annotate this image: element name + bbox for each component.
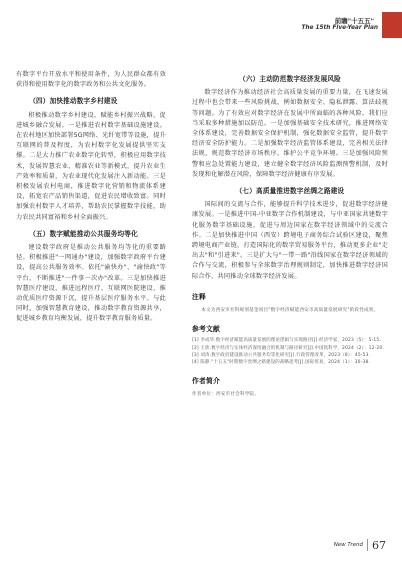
reference-item: [1] 李成华.数字经济赋能高质量发展的理论逻辑与实现路径[J].经济学家，2023（5）：5-15. xyxy=(192,338,381,344)
reference-item: [3] 刘涛.数字政府建设推动公共服务均等化研究[J].行政管理改革，2023（8）：45-53. xyxy=(192,352,371,358)
page-header xyxy=(0,12,402,42)
footer-divider xyxy=(367,539,368,551)
left-column xyxy=(16,70,166,326)
paragraph: 国际间的交流与合作，能够提升科学技术进步，促进数字经济健康发展。一是推进中国-中亚数字合作机制建设，与中亚国家共建数字化服务数字基础设施，促进与周边国家在数字经济领域中的交流合作。二是加快推进中国（西安）跨境电子商务综合试验区建设，聚焦跨境电商产业链，打造国际化的数字贸易服务平台，推动更多企业"走出去"和"引进来"。三是扩大与"一带一路"沿线国家在数字经济领域的合作与交流，积极参与全球数字治理规则制定，加快推进数字经济国际合作，共同推动全球数字经济发展。 xyxy=(192,201,388,280)
reference-item: [4] 陈静."十五五"时期数字丝绸之路建设的战略思考[J].国际贸易，2024（1）：30-38. xyxy=(192,359,371,365)
reference-item: [2] 王欣.数字经济与实体经济深度融合的机制与路径研究[J].中国软科学，2024（2）：12-20. xyxy=(192,345,384,351)
right-column xyxy=(192,68,388,403)
paragraph: 有数字平台开放水平和使用条件，为人民群众都有效获得和使用数字化的数字政务和公共文化服务。 xyxy=(16,71,166,89)
notes-label: 注释 xyxy=(192,292,206,301)
paragraph: 积极推动数字乡村建设，赋能乡村振兴战略，促进城乡融合发展。一是推进农村数字基础设施建设。在农村地区加快部署5G网络、光纤宽带等设施，提升互联网的普及程度，为农村数字化发展提供坚实支撑。二是大力推广农业数字化转型，积极应用数字技术，发展智慧农业、精准农业等新模式，提升农业生产效率和质量，为农业现代化发展注入新动能。三是积极发展农村电商，推进数字化营销和物流体系建设，拓宽农产品销售渠道，促进农民增收致富。同时加强农村数字人才培养，帮助农民掌握数字技能，助力农民共同富裕和乡村全面振兴。 xyxy=(16,111,166,221)
references-label: 参考文献 xyxy=(192,325,220,334)
column-title-zh: 前瞻"十五五" xyxy=(334,17,374,25)
column-title-en: The 15th Five-Year Plan xyxy=(301,25,378,31)
section-heading: （五）数字赋能推动公共服务均等化 xyxy=(29,229,138,238)
section-heading: （六）主动防范数字经济发展风险 xyxy=(239,75,341,83)
author-label: 作者简介 xyxy=(192,377,220,386)
page-footer xyxy=(334,536,386,554)
page-number: 67 xyxy=(372,538,386,552)
section-heading: （七）高质量推进数字丝绸之路建设 xyxy=(235,187,345,196)
author-info: 作者单位：西安市社会科学院。 xyxy=(192,391,260,397)
paragraph: 数字经济作为推动经济社会高质量发展的重要力量，在飞速发展过程中也会带来一些风险挑战，例如数据安全、隐私泄露、算法歧视等问题。为了有效应对数字经济在发展中所面临的各种风险，我们应当采取多种措施加以防范。一是加强基础安全技术研究，推进网络安全体系建设，完善数据安全保护机制，强化数据安全监管，提升数字经济安全防护能力。二是加强数字经济监管体系建设，完善相关法律法规，规范数字经济市场秩序，维护公平竞争环境。三是加强风险预警和应急处置能力建设，建立健全数字经济风险监测预警机制，及时发现和化解潜在风险，保障数字经济健康有序发展。 xyxy=(192,89,388,178)
note-text: 本文为西安市社科规划基金项目"数字经济赋能西安市高质量发展研究"阶段性成果。 xyxy=(201,307,379,313)
header-accent-bar xyxy=(382,12,402,38)
paragraph: 建设数字政府是推动公共服务均等化的重要路径。积极推进"一网通办"建设，加强数字政府平台建设，提高公共服务效率。依托"渝快办"、"渝快政"等平台，不断推进"一件事一次办"改革。三是加快推进智慧医疗建设，推进远程医疗、互联网医院建设，推动优质医疗资源下沉，提升基层医疗服务水平。与此同时，加强智慧教育建设，推动数字教育资源共享，促进城乡教育均衡发展，提升数字教育服务质量。 xyxy=(16,244,166,323)
magazine-name: New Trend xyxy=(333,542,363,548)
section-heading: （四）加快推动数字乡村建设 xyxy=(29,97,118,106)
